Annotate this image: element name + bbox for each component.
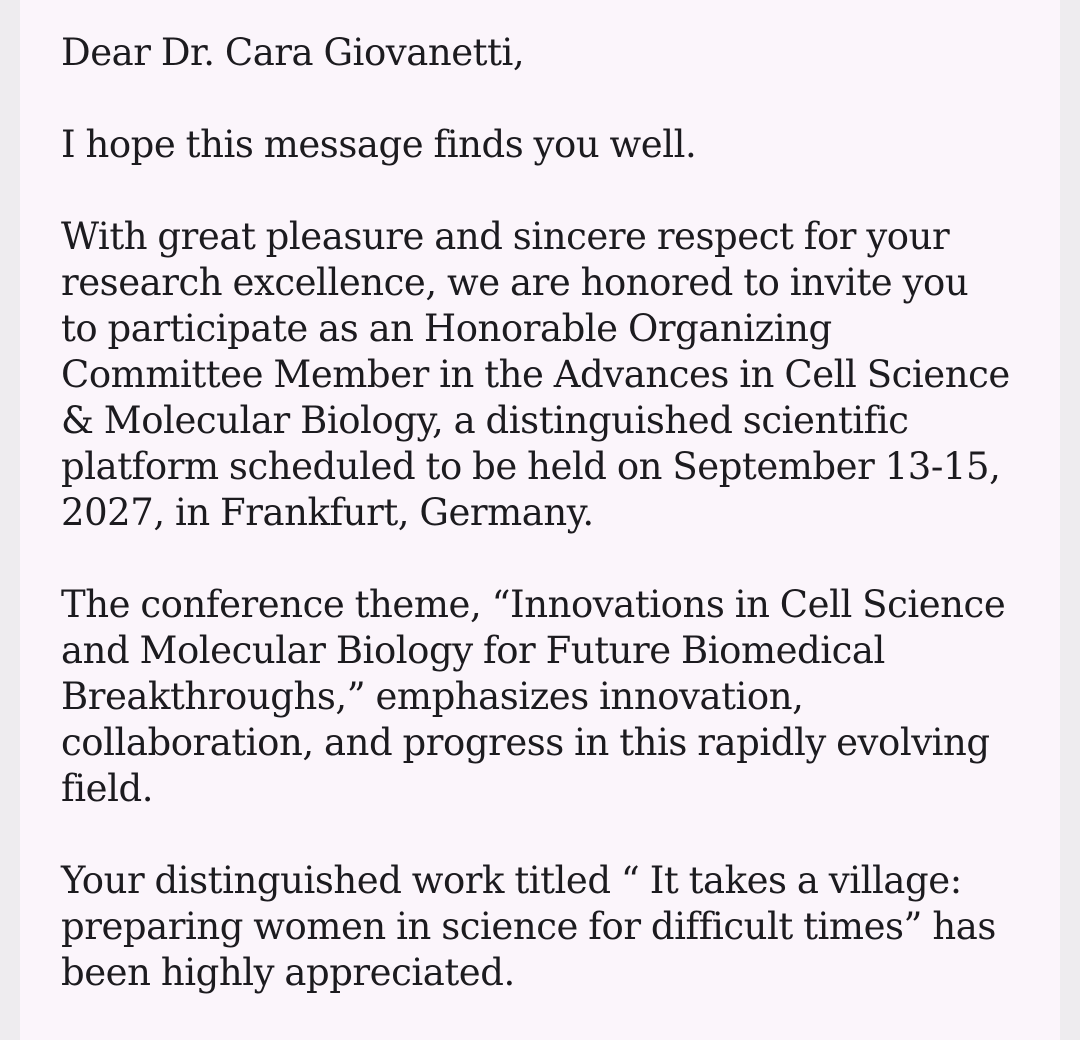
paragraph-line: The conference theme, “Innovations in Cell Science bbox=[61, 583, 1006, 626]
paragraph-line: been highly appreciated. bbox=[61, 951, 515, 994]
paragraph-line: and Molecular Biology for Future Biomedical bbox=[61, 629, 885, 672]
paragraph-line: & Molecular Biology, a distinguished scientific bbox=[61, 399, 909, 442]
salutation: Dear Dr. Cara Giovanetti, bbox=[61, 31, 525, 74]
paragraph-gap bbox=[61, 536, 1036, 582]
paragraph-line: collaboration, and progress in this rapidly evolving bbox=[61, 721, 990, 764]
paragraph-gap bbox=[61, 168, 1036, 214]
email-body bbox=[20, 0, 1060, 1040]
paragraph-line: Breakthroughs,” emphasizes innovation, bbox=[61, 675, 804, 718]
paragraph-gap bbox=[61, 812, 1036, 858]
greeting: I hope this message finds you well. bbox=[61, 123, 697, 166]
theme-paragraph bbox=[61, 582, 1036, 812]
paragraph-line: With great pleasure and sincere respect for your bbox=[61, 215, 950, 258]
paragraph-line: preparing women in science for difficult times” has bbox=[61, 905, 996, 948]
paragraph-line: research excellence, we are honored to invite you bbox=[61, 261, 969, 304]
paragraph-gap bbox=[61, 76, 1036, 122]
work-paragraph bbox=[61, 858, 1036, 996]
paragraph-line: Your distinguished work titled “ It takes a village: bbox=[61, 859, 962, 902]
invitation-paragraph bbox=[61, 214, 1036, 536]
letter-text bbox=[61, 0, 1036, 996]
paragraph-line: Committee Member in the Advances in Cell Science bbox=[61, 353, 1010, 396]
paragraph-line: field. bbox=[61, 767, 154, 810]
paragraph-line: platform scheduled to be held on September 13-15, bbox=[61, 445, 1001, 488]
paragraph-line: 2027, in Frankfurt, Germany. bbox=[61, 491, 594, 534]
paragraph-line: to participate as an Honorable Organizing bbox=[61, 307, 832, 350]
